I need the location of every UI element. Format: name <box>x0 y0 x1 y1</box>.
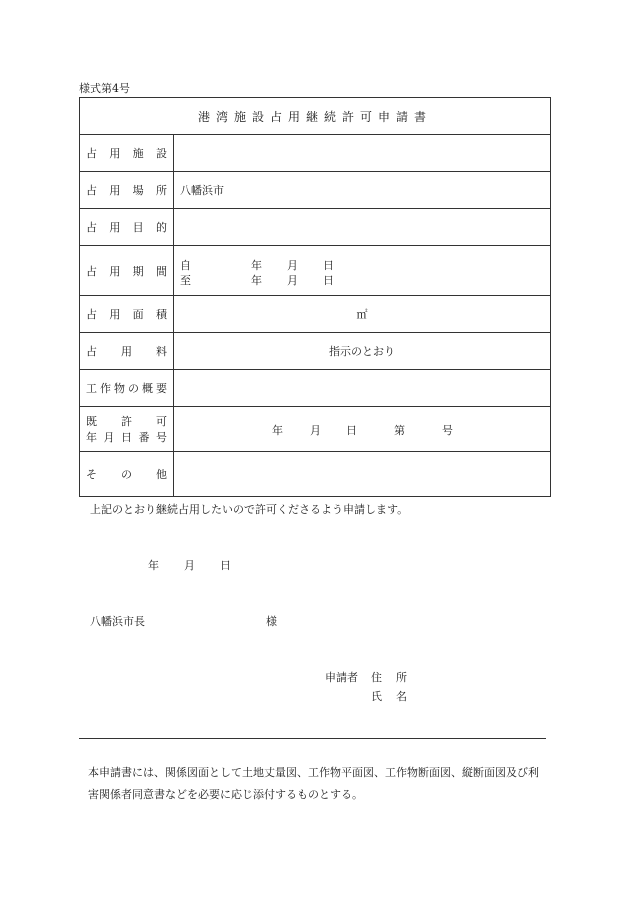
period-to-day: 日 <box>323 273 334 287</box>
permit-year: 年 <box>272 424 283 437</box>
label-purpose: 占 用 目 的 <box>86 221 167 234</box>
period-to-month: 月 <box>287 273 298 287</box>
row-facility <box>80 135 551 172</box>
application-form-table <box>79 97 551 497</box>
row-structure <box>80 370 551 407</box>
applicant-label: 申請者 <box>325 671 358 684</box>
divider-line <box>79 738 546 739</box>
label-facility: 占 用 施 設 <box>86 147 167 160</box>
field-structure[interactable] <box>174 370 551 407</box>
period-to-year: 年 <box>251 273 262 287</box>
permit-dai: 第 <box>394 424 405 437</box>
field-facility[interactable] <box>174 135 551 172</box>
period-to-label: 至 <box>180 273 191 287</box>
field-purpose[interactable] <box>174 209 551 246</box>
period-from-month: 月 <box>287 258 298 272</box>
row-other <box>80 452 551 497</box>
row-period <box>80 246 551 296</box>
applicant-name-label: 氏 名 <box>371 690 407 703</box>
addressee-name: 八幡浜市長 <box>90 615 145 628</box>
row-purpose <box>80 209 551 246</box>
form-number: 様式第4号 <box>79 82 130 95</box>
label-existing-permit-line1: 既 許 可 <box>86 415 167 428</box>
area-unit: ㎡ <box>356 308 368 321</box>
label-place: 占 用 場 所 <box>86 184 167 197</box>
label-existing-permit-line2: 年 月 日 番 号 <box>86 431 167 444</box>
field-other[interactable] <box>174 452 551 497</box>
form-title: 港湾施設占用継続許可申請書 <box>80 98 551 135</box>
applicant-address-label: 住 所 <box>371 671 407 684</box>
permit-month: 月 <box>310 424 321 437</box>
period-from-label: 自 <box>180 258 191 272</box>
field-fee: 指示のとおり <box>174 333 551 370</box>
field-period[interactable] <box>174 246 551 296</box>
row-place <box>80 172 551 209</box>
label-structure: 工 作 物 の 概 要 <box>86 382 167 395</box>
label-fee: 占 用 料 <box>86 345 167 358</box>
date-day: 日 <box>220 559 231 572</box>
label-other: そ の 他 <box>86 468 167 481</box>
field-place[interactable]: 八幡浜市 <box>174 172 551 209</box>
period-from-year: 年 <box>251 258 262 272</box>
label-area: 占 用 面 積 <box>86 308 167 321</box>
field-existing-permit[interactable] <box>174 407 551 452</box>
row-existing-permit <box>80 407 551 452</box>
permit-day: 日 <box>346 424 357 437</box>
date-year: 年 <box>148 559 159 572</box>
label-period: 占 用 期 間 <box>86 264 167 278</box>
period-from-day: 日 <box>323 258 334 272</box>
permit-gou: 号 <box>442 424 453 437</box>
row-area <box>80 296 551 333</box>
row-fee <box>80 333 551 370</box>
addressee-honorific: 様 <box>266 615 277 628</box>
application-statement: 上記のとおり継続占用したいので許可くださるよう申請します。 <box>90 503 409 516</box>
field-area[interactable] <box>174 296 551 333</box>
date-month: 月 <box>184 559 195 572</box>
attachment-note: 本申請書には、関係図面として土地丈量図、工作物平面図、工作物断面図、縦断面図及び利害関係者同意書などを必要に応じ添付するものとする。 <box>88 766 539 801</box>
